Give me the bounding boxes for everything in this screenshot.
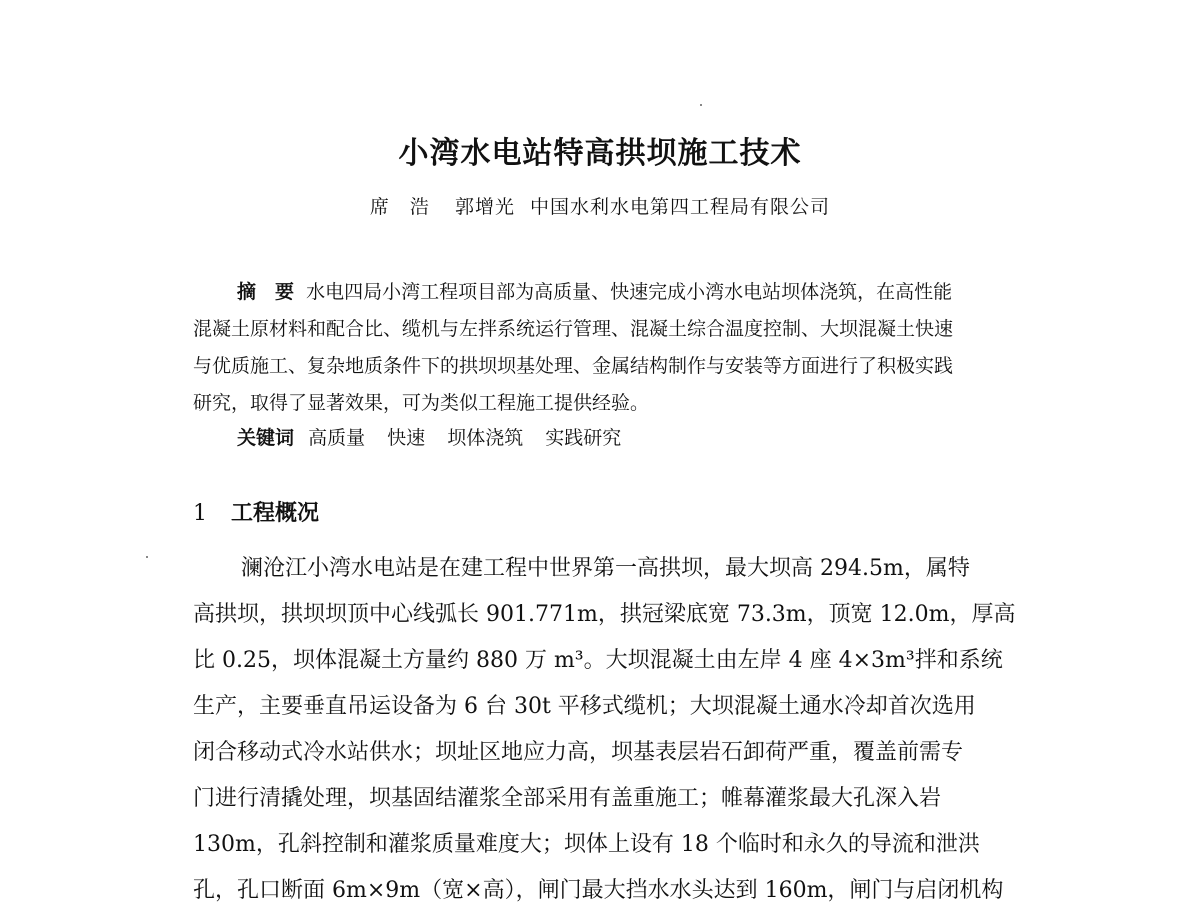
keyword: 实践研究 <box>545 427 622 449</box>
paper-title: 小湾水电站特高拱坝施工技术 <box>398 136 802 171</box>
keyword: 快速 <box>387 427 426 449</box>
author-1: 席 浩 <box>369 196 430 218</box>
abstract <box>193 274 1043 422</box>
keyword: 坝体浇筑 <box>447 427 524 449</box>
keyword: 高质量 <box>308 427 366 449</box>
abstract-line: 混凝土原材料和配合比、缆机与左拌系统运行管理、混凝土综合温度控制、大坝混凝土快速 <box>193 318 954 340</box>
author-line <box>0 192 1200 219</box>
keywords-label: 关键词 <box>237 427 295 449</box>
body-line: 高拱坝，拱坝坝顶中心线弧长 901.771m，拱冠梁底宽 73.3m，顶宽 12.0m，厚高 <box>193 602 1016 627</box>
abstract-line: 研究，取得了显著效果，可为类似工程施工提供经验。 <box>193 392 650 414</box>
section-title: 工程概况 <box>231 501 320 526</box>
scan-speck <box>146 556 148 558</box>
author-2: 郭增光 <box>454 196 515 218</box>
body-line: 孔，孔口断面 6m×9m（宽×高），闸门最大挡水水头达到 160m，闸门与启闭机构 <box>193 878 1004 903</box>
abstract-line <box>193 274 1043 311</box>
body-text <box>193 546 1043 914</box>
body-line: 生产，主要垂直吊运设备为 6 台 30t 平移式缆机；大坝混凝土通水冷却首次选用 <box>193 694 976 719</box>
section-number: 1 <box>193 501 207 526</box>
scan-speck <box>700 104 702 106</box>
body-line: 130m，孔斜控制和灌浆质量难度大；坝体上设有 18 个临时和永久的导流和泄洪 <box>193 832 980 857</box>
abstract-line: 与优质施工、复杂地质条件下的拱坝坝基处理、金属结构制作与安装等方面进行了积极实践 <box>193 355 954 377</box>
body-line: 比 0.25，坝体混凝土方量约 880 万 m³。大坝混凝土由左岸 4 座 4×3m³拌和系统 <box>193 648 1003 673</box>
abstract-text: 水电四局小湾工程项目部为高质量、快速完成小湾水电站坝体浇筑，在高性能 <box>306 281 953 303</box>
body-line: 门进行清撬处理，坝基固结灌浆全部采用有盖重施工；帷幕灌浆最大孔深入岩 <box>193 786 942 811</box>
affiliation: 中国水利水电第四工程局有限公司 <box>530 196 831 218</box>
body-line: 澜沧江小湾水电站是在建工程中世界第一高拱坝，最大坝高 294.5m，属特 <box>241 556 970 581</box>
section-heading <box>193 496 1043 527</box>
abstract-label: 摘 要 <box>237 281 295 303</box>
body-line: 闭合移动式冷水站供水；坝址区地应力高，坝基表层岩石卸荷严重，覆盖前需专 <box>193 740 964 765</box>
keywords <box>237 420 1087 457</box>
